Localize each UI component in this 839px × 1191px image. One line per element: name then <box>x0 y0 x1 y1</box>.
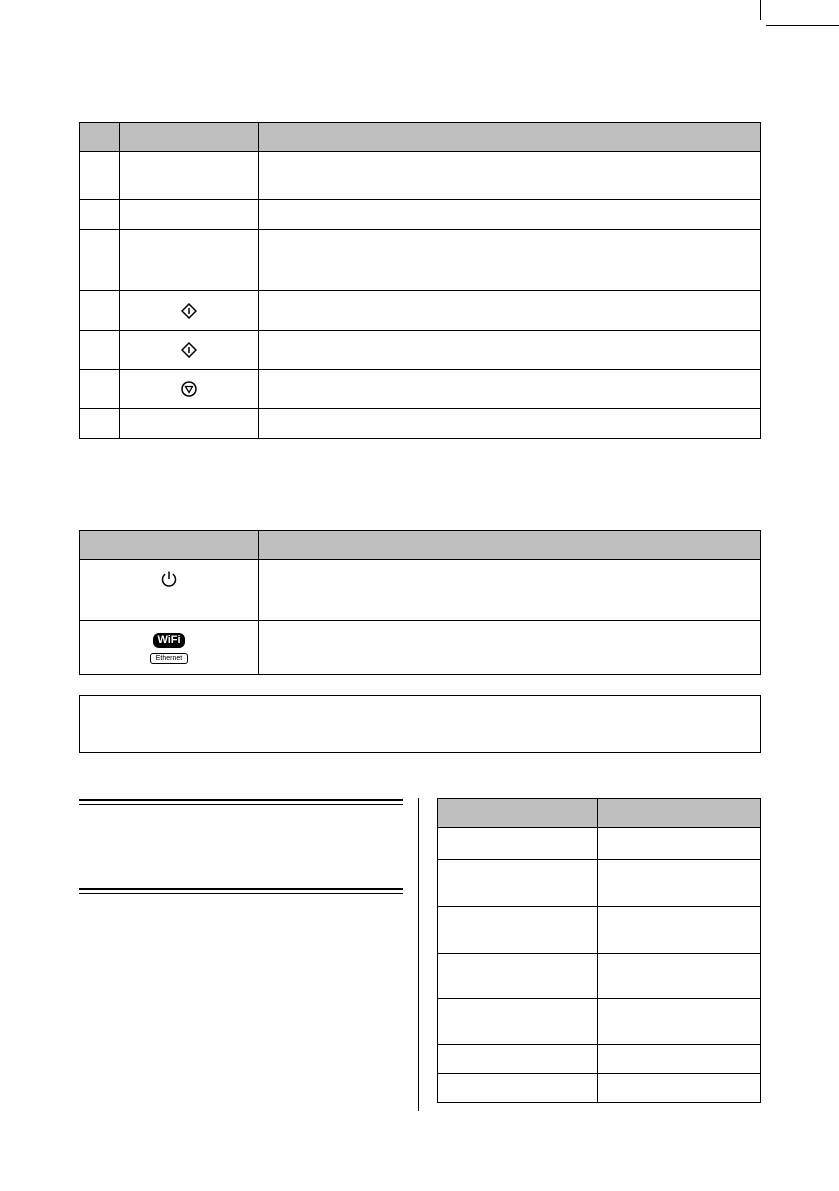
table-row <box>80 621 761 675</box>
header-cell <box>259 123 761 152</box>
start-diamond-icon <box>120 342 258 358</box>
section-rule <box>79 888 403 894</box>
header-cell <box>120 123 259 152</box>
buttons-table <box>79 122 761 439</box>
start-diamond-icon <box>120 303 258 319</box>
wifi-ethernet-icon <box>80 631 258 664</box>
crop-mark-top-right-vertical <box>760 0 761 20</box>
table-row <box>438 860 761 907</box>
header-cell <box>598 799 761 828</box>
buttons-table-header <box>80 123 761 152</box>
crop-mark-top-right-horizontal <box>766 25 839 26</box>
table-row <box>80 230 761 291</box>
table-row <box>80 560 761 621</box>
table-row <box>80 370 761 409</box>
spec-table-header <box>438 799 761 828</box>
table-row <box>438 828 761 860</box>
note-box <box>79 695 761 753</box>
table-row <box>438 954 761 999</box>
table-row <box>438 999 761 1045</box>
table-row <box>80 291 761 331</box>
column-divider <box>418 798 419 1111</box>
header-cell <box>80 123 120 152</box>
power-icon <box>80 570 258 588</box>
table-row <box>80 331 761 370</box>
table-row <box>80 200 761 230</box>
header-cell <box>438 799 598 828</box>
ethernet-icon: Ethernet <box>150 653 188 664</box>
stop-circle-icon <box>120 381 258 397</box>
spec-table <box>437 798 761 1103</box>
wifi-icon: WiFi <box>153 633 184 648</box>
table-row <box>438 1074 761 1103</box>
table-row <box>80 409 761 439</box>
table-row <box>438 1045 761 1074</box>
lights-table <box>79 530 761 675</box>
section-rule <box>79 799 403 805</box>
table-row <box>80 152 761 200</box>
table-row <box>438 907 761 954</box>
header-cell <box>80 531 259 560</box>
header-cell <box>259 531 761 560</box>
lights-table-header <box>80 531 761 560</box>
